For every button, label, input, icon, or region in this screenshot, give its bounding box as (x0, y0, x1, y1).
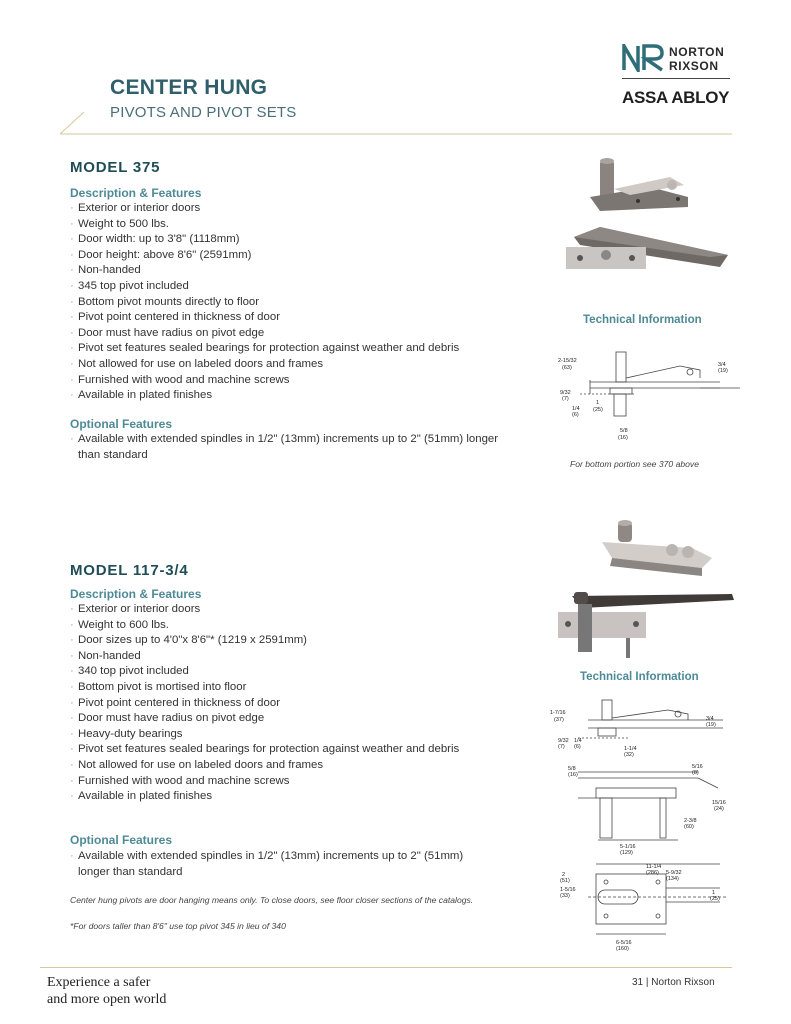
dim-label: (24) (714, 806, 724, 812)
list-item: · Furnished with wood and machine screws (70, 774, 490, 790)
model-117-product-image (552, 518, 736, 662)
list-item: · 345 top pivot included (70, 279, 540, 295)
list-item: · Weight to 600 lbs. (70, 618, 490, 634)
dim-label: 1/4 (574, 738, 582, 744)
dim-label: 1/4 (572, 406, 580, 412)
footer-separator: | (645, 977, 649, 988)
model-117-note-1: Center hung pivots are door hanging means only. To close doors, see floor closer sections of the catalogs. (70, 895, 474, 905)
footer-tagline-line-1: Experience a safer (47, 975, 151, 990)
list-item: · Available with extended spindles in 1/2" (13mm) increments up to 2" (51mm) longer than standard (70, 849, 480, 880)
model-117-title: MODEL 117-3/4 (70, 562, 189, 579)
dim-label: (129) (620, 850, 633, 856)
list-item: · Heavy-duty bearings (70, 727, 490, 743)
model-117-optional-list (70, 849, 480, 880)
dim-label: (25) (710, 896, 720, 902)
dim-label: 9/32 (558, 738, 569, 744)
brand-line-2: RIXSON (669, 59, 719, 73)
model-375-product-image (560, 155, 730, 273)
dim-label: (286) (646, 870, 659, 876)
list-item: · Non-handed (70, 649, 490, 665)
page-subtitle: PIVOTS AND PIVOT SETS (110, 104, 297, 121)
dim-label: 11-1/4 (646, 864, 662, 870)
dim-label: (60) (684, 824, 694, 830)
dim-label: 3/4 (718, 362, 726, 368)
list-item: · Bottom pivot mounts directly to floor (70, 295, 540, 311)
dim-label: 9/32 (560, 390, 571, 396)
list-item: · Available with extended spindles in 1/2" (13mm) increments up to 2" (51mm) longer than standard (70, 432, 520, 463)
list-item: · Not allowed for use on labeled doors and frames (70, 357, 540, 373)
list-item: · Pivot set features sealed bearings for protection against weather and debris (70, 742, 490, 758)
footer-tagline (47, 974, 166, 1008)
list-item: · 340 top pivot included (70, 664, 490, 680)
dim-label: 15/16 (712, 800, 726, 806)
list-item: · Door width: up to 3'8" (1118mm) (70, 232, 540, 248)
list-item: · Bottom pivot is mortised into floor (70, 680, 490, 696)
list-item: · Exterior or interior doors (70, 201, 540, 217)
brand-line-1: NORTON (669, 45, 725, 59)
model-375-description-heading: Description & Features (70, 186, 202, 200)
list-item: · Available in plated finishes (70, 789, 490, 805)
model-117-note-2: *For doors taller than 8'6" use top pivot 345 in lieu of 340 (70, 921, 286, 931)
dim-label: (6) (572, 412, 579, 418)
list-item: · Pivot point centered in thickness of door (70, 696, 490, 712)
list-item: · Exterior or interior doors (70, 602, 490, 618)
list-item: · Available in plated finishes (70, 388, 540, 404)
model-375-feature-list (70, 201, 540, 404)
dim-label: (7) (562, 396, 569, 402)
list-item: · Door must have radius on pivot edge (70, 711, 490, 727)
dim-label: 2 (562, 872, 566, 878)
dim-label: (32) (624, 752, 634, 758)
dim-label: 3/4 (706, 716, 714, 722)
dim-label: 1 (596, 400, 600, 406)
model-117-technical-drawing (548, 698, 738, 952)
dim-label: (16) (568, 772, 578, 778)
dim-label: 6-5/16 (616, 940, 632, 946)
header-rule (60, 112, 740, 138)
model-117-feature-list (70, 602, 490, 805)
parent-brand: ASSA ABLOY (622, 88, 730, 107)
list-item: · Pivot point centered in thickness of door (70, 310, 540, 326)
model-375-title: MODEL 375 (70, 159, 161, 176)
page-number: 31 (632, 977, 644, 988)
footer-rule (40, 967, 732, 968)
dim-label: (8) (692, 770, 699, 776)
list-item: · Pivot set features sealed bearings for protection against weather and debris (70, 341, 540, 357)
model-117-description-heading: Description & Features (70, 587, 202, 601)
dim-label: (37) (554, 717, 564, 723)
model-117-tech-heading: Technical Information (580, 671, 699, 683)
dim-label: (160) (616, 946, 629, 952)
list-item: · Door must have radius on pivot edge (70, 326, 540, 342)
dim-label: (19) (706, 722, 716, 728)
dim-label: 2-15/32 (558, 358, 577, 364)
footer-tagline-line-2: and more open world (47, 992, 167, 1007)
dim-label: (6) (574, 744, 581, 750)
dim-label: 1-1/4 (624, 746, 637, 752)
list-item: · Non-handed (70, 263, 540, 279)
dim-label: 5/16 (692, 764, 703, 770)
dim-label: (7) (558, 744, 565, 750)
model-375-optional-list (70, 432, 520, 463)
dim-label: (25) (593, 407, 603, 413)
model-117-optional-heading: Optional Features (70, 833, 173, 847)
model-375-tech-heading: Technical Information (583, 314, 702, 326)
model-375-optional-heading: Optional Features (70, 417, 173, 431)
dim-label: (51) (560, 878, 570, 884)
list-item: · Weight to 500 lbs. (70, 217, 540, 233)
footer-brand: Norton Rixson (651, 977, 715, 988)
dim-label: (16) (618, 435, 628, 441)
dim-label: (33) (560, 893, 570, 899)
logo-divider (622, 78, 730, 79)
dim-label: 2-3/8 (684, 818, 697, 824)
dim-label: 5-1/16 (620, 844, 636, 850)
dim-label: 5/8 (568, 766, 576, 772)
dim-label: 5/8 (620, 428, 628, 434)
page-title: CENTER HUNG (110, 76, 268, 99)
list-item: · Not allowed for use on labeled doors and frames (70, 758, 490, 774)
dim-label: (63) (562, 365, 572, 371)
dim-label: 1-7/16 (550, 710, 566, 716)
model-375-drawing-note: For bottom portion see 370 above (570, 459, 699, 469)
norton-rixson-logo-icon (622, 44, 666, 72)
list-item: · Furnished with wood and machine screws (70, 373, 540, 389)
brand-name (669, 45, 724, 73)
list-item: · Door height: above 8'6" (2591mm) (70, 248, 540, 264)
dim-label: 1-5/16 (560, 887, 576, 893)
dim-label: (19) (718, 368, 728, 374)
list-item: · Door sizes up to 4'0"x 8'6"* (1219 x 2591mm) (70, 633, 490, 649)
dim-label: (134) (666, 876, 679, 882)
dim-label: 5-9/32 (666, 870, 682, 876)
dim-label: 1 (712, 890, 716, 896)
footer-page-info (632, 977, 715, 988)
model-375-technical-drawing (550, 344, 740, 444)
